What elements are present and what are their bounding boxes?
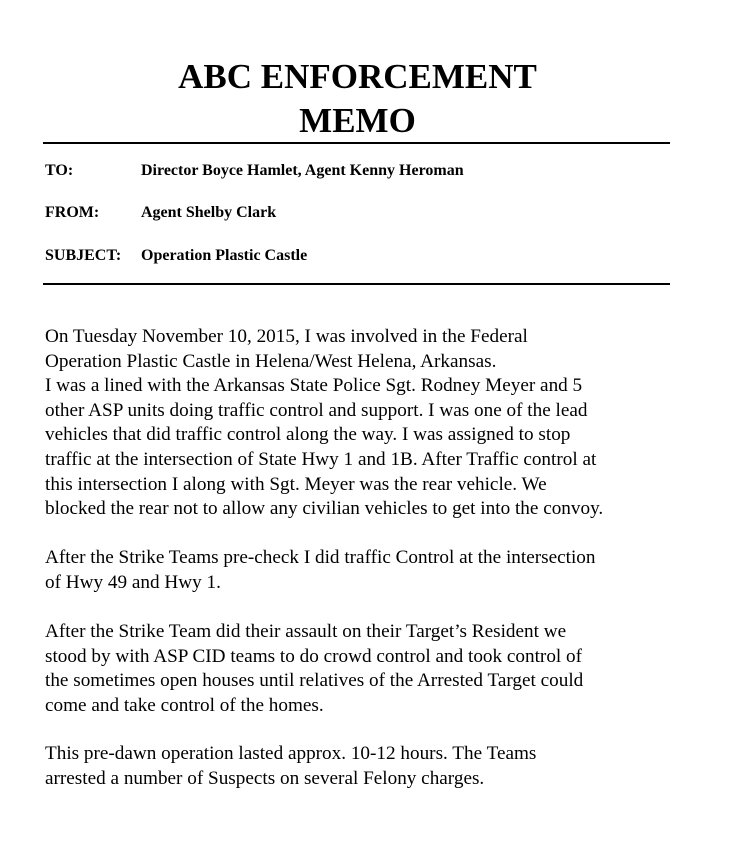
subject-value: Operation Plastic Castle [141, 247, 308, 264]
paragraph-line: blocked the rear not to allow any civilian vehicles to get into the convoy. [45, 498, 604, 520]
paragraph-line: other ASP units doing traffic control and support. I was one of the lead [45, 399, 588, 421]
body-paragraph-3 [45, 620, 685, 718]
body-paragraph-4 [45, 742, 685, 791]
paragraph-line: After the Strike Teams pre-check I did traffic Control at the intersection [45, 547, 596, 568]
paragraph-line: After the Strike Team did their assault on their Target’s Resident we [45, 621, 567, 642]
top-divider [43, 142, 670, 144]
from-row [45, 202, 670, 224]
to-value: Director Boyce Hamlet, Agent Kenny Heroman [141, 162, 464, 179]
paragraph-line: come and take control of the homes. [45, 694, 324, 716]
to-row [45, 160, 670, 182]
memo-title-line-1: ABC ENFORCEMENT [178, 57, 537, 96]
subject-row [45, 245, 670, 267]
paragraph-line: On Tuesday November 10, 2015, I was involved in the Federal [45, 326, 528, 347]
paragraph-line: of Hwy 49 and Hwy 1. [45, 571, 221, 593]
body-paragraph-2 [45, 546, 685, 595]
paragraph-line: the sometimes open houses until relatives of the Arrested Target could [45, 670, 584, 692]
paragraph-line: traffic at the intersection of State Hwy 1 and 1B. After Traffic control at [45, 448, 597, 470]
memo-title-line-2: MEMO [299, 101, 416, 140]
paragraph-line: Operation Plastic Castle in Helena/West Helena, Arkansas. [45, 350, 497, 372]
subject-label: SUBJECT: [45, 247, 122, 264]
paragraph-line: this intersection I along with Sgt. Meyer was the rear vehicle. We [45, 473, 547, 495]
body-paragraph-1 [45, 325, 685, 522]
paragraph-line: This pre-dawn operation lasted approx. 10-12 hours. The Teams [45, 743, 537, 764]
from-value: Agent Shelby Clark [141, 204, 277, 221]
paragraph-line: arrested a number of Suspects on several Felony charges. [45, 767, 485, 789]
bottom-divider [43, 283, 670, 285]
paragraph-line: vehicles that did traffic control along the way. I was assigned to stop [45, 424, 571, 446]
to-label: TO: [45, 162, 74, 179]
paragraph-line: stood by with ASP CID teams to do crowd control and took control of [45, 645, 583, 667]
paragraph-line: I was a lined with the Arkansas State Police Sgt. Rodney Meyer and 5 [45, 375, 583, 397]
from-label: FROM: [45, 204, 100, 221]
